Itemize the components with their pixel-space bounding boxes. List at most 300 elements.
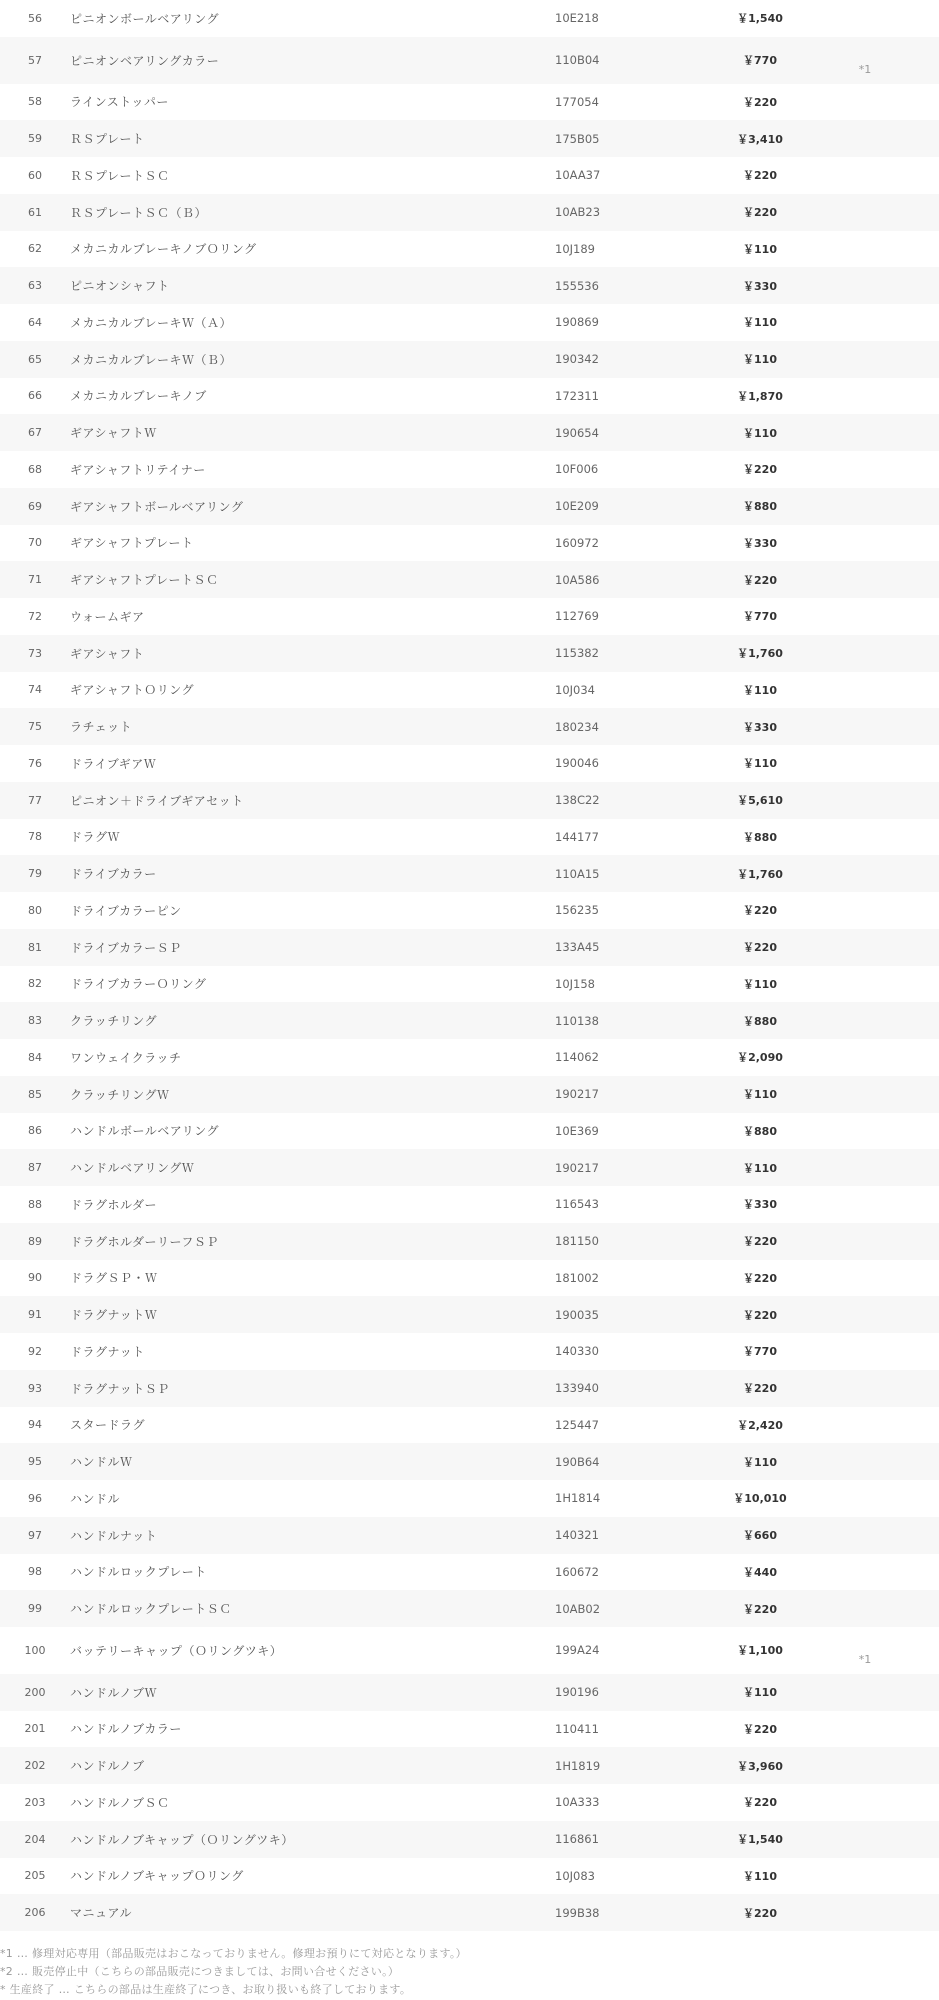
part-code: 10AA37: [555, 168, 601, 183]
part-note: [825, 1886, 905, 1894]
table-row: [0, 1223, 939, 1260]
table-row: [0, 194, 939, 231]
table-row: [0, 1480, 939, 1517]
part-price: ￥220: [743, 904, 777, 918]
part-name: ギアシャフトリテイナー: [70, 462, 206, 477]
table-row: [0, 414, 939, 451]
part-code: 10J034: [555, 682, 595, 697]
part-number: 85: [28, 1087, 42, 1101]
part-note: [825, 1776, 905, 1784]
part-number: 90: [28, 1271, 42, 1285]
part-price: ￥220: [743, 1308, 777, 1322]
part-name: ハンドルノブキャップＯリング: [70, 1869, 244, 1884]
part-number: 95: [28, 1455, 42, 1469]
part-code: 180234: [555, 719, 599, 734]
part-number: 68: [28, 462, 42, 476]
part-price: ￥110: [743, 426, 777, 440]
table-row: [0, 1113, 939, 1150]
table-row: [0, 488, 939, 525]
part-price: ￥220: [743, 169, 777, 183]
part-name: ハンドル: [70, 1491, 121, 1506]
table-row: [0, 1443, 939, 1480]
part-code: 133940: [555, 1381, 599, 1396]
table-row: [0, 1517, 939, 1554]
part-number: 91: [28, 1308, 42, 1322]
part-note: [825, 186, 905, 194]
part-name: ウォームギア: [70, 609, 145, 624]
part-note: [825, 1472, 905, 1480]
part-name: ドラグホルダー: [70, 1197, 158, 1212]
table-row: [0, 966, 939, 1003]
part-note: [825, 1215, 905, 1223]
part-name: ハンドルノブカラー: [70, 1722, 182, 1737]
part-code: 10A586: [555, 572, 600, 587]
part-note: [825, 1435, 905, 1443]
part-code: 10AB02: [555, 1601, 601, 1616]
part-note: [825, 994, 905, 1002]
part-price: ￥2,420: [737, 1418, 783, 1432]
part-number: 65: [28, 352, 42, 366]
part-code: 155536: [555, 278, 599, 293]
part-number: 204: [24, 1832, 46, 1846]
table-row: [0, 819, 939, 856]
part-price: ￥3,410: [737, 132, 783, 146]
part-note: [825, 1739, 905, 1747]
table-row: [0, 892, 939, 929]
part-number: 72: [28, 609, 42, 623]
part-price: ￥110: [743, 1455, 777, 1469]
part-code: 10E209: [555, 499, 599, 514]
part-number: 78: [28, 830, 42, 844]
table-row: [0, 304, 939, 341]
part-name: ラインストッパー: [70, 95, 169, 110]
table-row: [0, 598, 939, 635]
footnote: *2 … 販売停止中（こちらの部品販売につきましては、お問い合せください。）: [0, 1965, 400, 1978]
part-price: ￥110: [743, 683, 777, 697]
part-name: ドラグＷ: [70, 830, 121, 845]
part-price: ￥220: [743, 1382, 777, 1396]
part-number: 98: [28, 1565, 42, 1579]
part-name: ハンドルベアリングＷ: [70, 1161, 195, 1176]
table-row: [0, 1784, 939, 1821]
part-number: 83: [28, 1014, 42, 1028]
part-name: ギアシャフトＷ: [70, 426, 157, 441]
part-code: 190342: [555, 352, 599, 367]
part-code: 138C22: [555, 793, 600, 808]
part-price: ￥110: [743, 1088, 777, 1102]
part-price: ￥220: [743, 1271, 777, 1285]
part-price: ￥660: [743, 1529, 777, 1543]
table-row: [0, 672, 939, 709]
part-name: ドラグナット: [70, 1344, 145, 1359]
part-number: 97: [28, 1528, 42, 1542]
footnote: *1 … 修理対応専用（部品販売はおこなっておりません。修理お預りにて対応となります。）: [0, 1947, 467, 1960]
part-price: ￥110: [743, 1869, 777, 1883]
part-note: [825, 1399, 905, 1407]
part-price: ￥880: [743, 830, 777, 844]
part-code: 10A333: [555, 1795, 600, 1810]
part-note: [825, 223, 905, 231]
part-name: ドライブカラー: [70, 867, 157, 882]
part-note: [825, 480, 905, 488]
part-number: 206: [24, 1906, 46, 1920]
part-number: 89: [28, 1234, 42, 1248]
part-price: ￥1,540: [737, 1833, 783, 1847]
part-name: ハンドルナット: [70, 1528, 158, 1543]
part-note: [825, 1141, 905, 1149]
part-price: ￥330: [743, 720, 777, 734]
part-price: ￥3,960: [737, 1759, 783, 1773]
part-name: ＲＳプレートＳＣ: [70, 168, 170, 183]
part-code: 115382: [555, 646, 599, 661]
part-name: ドライブカラーＯリング: [70, 977, 207, 992]
part-number: 75: [28, 720, 42, 734]
part-note: [825, 1582, 905, 1590]
footnote: * 生産終了 … こちらの部品は生産終了につき、お取り扱いも終了しております。: [0, 1983, 412, 1996]
part-number: 58: [28, 95, 42, 109]
part-code: 199B38: [555, 1905, 600, 1920]
part-number: 200: [24, 1685, 46, 1699]
part-price: ￥220: [743, 573, 777, 587]
part-number: 71: [28, 573, 42, 587]
part-note: [825, 112, 905, 120]
part-name: ハンドルボールベアリング: [70, 1124, 220, 1139]
part-number: 81: [28, 940, 42, 954]
table-row: [0, 1002, 939, 1039]
part-price: ￥110: [743, 1161, 777, 1175]
part-number: 67: [28, 426, 42, 440]
part-name: ピニオンベアリングカラー: [70, 53, 220, 68]
part-name: メカニカルブレーキＷ（Ａ）: [70, 315, 233, 330]
part-price: ￥1,540: [737, 12, 783, 26]
part-code: 190869: [555, 315, 599, 330]
part-name: クラッチリングＷ: [70, 1087, 170, 1102]
table-row: [0, 782, 939, 819]
part-note: [825, 1813, 905, 1821]
part-name: ギアシャフト: [70, 646, 145, 661]
part-price: ￥110: [743, 242, 777, 256]
part-name: メカニカルブレーキノブ: [70, 389, 207, 404]
part-price: ￥330: [743, 279, 777, 293]
part-note: [825, 627, 905, 635]
part-code: 190217: [555, 1087, 599, 1102]
table-row: [0, 745, 939, 782]
part-price: ￥220: [743, 1602, 777, 1616]
part-code: 10J158: [555, 976, 595, 991]
part-code: 110A15: [555, 866, 600, 881]
part-number: 61: [28, 205, 42, 219]
part-note: [825, 1068, 905, 1076]
part-number: 94: [28, 1418, 42, 1432]
table-row: [0, 341, 939, 378]
part-name: ドライブギアＷ: [70, 756, 157, 771]
part-name: ＲＳプレート: [70, 132, 145, 147]
part-number: 80: [28, 903, 42, 917]
part-price: ￥220: [743, 206, 777, 220]
part-name: スタードラグ: [70, 1418, 146, 1433]
part-number: 88: [28, 1197, 42, 1211]
part-price: ￥880: [743, 500, 777, 514]
part-name: ドライブカラーＳＰ: [70, 940, 182, 955]
table-row: [0, 267, 939, 304]
table-row: [0, 525, 939, 562]
part-number: 92: [28, 1344, 42, 1358]
part-number: 60: [28, 168, 42, 182]
part-price: ￥220: [743, 95, 777, 109]
table-row: [0, 120, 939, 157]
part-note: [825, 884, 905, 892]
table-row: [0, 708, 939, 745]
table-row: [0, 0, 939, 37]
part-price: ￥110: [743, 757, 777, 771]
part-number: 84: [28, 1050, 42, 1064]
part-code: 10J189: [555, 241, 595, 256]
part-name: マニュアル: [70, 1906, 133, 1921]
part-name: ハンドルロックプレートＳＣ: [70, 1602, 232, 1617]
part-note: [825, 921, 905, 929]
table-row: [0, 1407, 939, 1444]
part-code: 110B04: [555, 53, 600, 68]
part-name: ワンウェイクラッチ: [70, 1050, 182, 1065]
part-code: 181002: [555, 1270, 599, 1285]
table-row: [0, 231, 939, 268]
part-code: 181150: [555, 1234, 599, 1249]
part-code: 160972: [555, 535, 599, 550]
part-name: ハンドルノブキャップ（Ｏリングツキ）: [70, 1832, 294, 1847]
part-code: 116861: [555, 1832, 599, 1847]
part-code: 190046: [555, 756, 599, 771]
part-note: [825, 1288, 905, 1296]
table-row: [0, 378, 939, 415]
part-name: ギアシャフトＯリング: [70, 683, 195, 698]
part-note: [825, 847, 905, 855]
part-number: 82: [28, 977, 42, 991]
part-name: ハンドルノブ: [70, 1759, 145, 1774]
part-number: 100: [24, 1643, 46, 1657]
part-name: メカニカルブレーキＷ（Ｂ）: [70, 352, 233, 367]
table-row: [0, 1260, 939, 1297]
part-price: ￥770: [743, 610, 777, 624]
part-note: [825, 333, 905, 341]
part-code: 1H1819: [555, 1758, 601, 1773]
part-name: ハンドルロックプレート: [70, 1565, 207, 1580]
part-price: ￥2,090: [737, 1051, 783, 1065]
part-number: 76: [28, 756, 42, 770]
part-note: [825, 1325, 905, 1333]
table-row: [0, 157, 939, 194]
part-note: [825, 1703, 905, 1711]
part-name: ドラグナットＷ: [70, 1308, 158, 1323]
part-code: 10J083: [555, 1868, 595, 1883]
table-row: [0, 1296, 939, 1333]
part-price: ￥10,010: [733, 1492, 787, 1506]
part-code: 110411: [555, 1721, 599, 1736]
part-name: バッテリーキャップ（Ｏリングツキ）: [70, 1643, 283, 1658]
part-code: 140321: [555, 1528, 599, 1543]
part-code: 133A45: [555, 940, 600, 955]
table-row: [0, 1627, 939, 1674]
part-number: 79: [28, 867, 42, 881]
part-note: [825, 149, 905, 157]
part-code: 125447: [555, 1417, 599, 1432]
part-note: [825, 1105, 905, 1113]
table-row: [0, 1674, 939, 1711]
table-row: [0, 561, 939, 598]
part-code: 1H1814: [555, 1491, 601, 1506]
part-name: ラチェット: [70, 720, 133, 735]
part-price: ￥220: [743, 1796, 777, 1810]
table-row: [0, 451, 939, 488]
part-name: ドライブカラーピン: [70, 903, 182, 918]
part-price: ￥220: [743, 1235, 777, 1249]
part-number: 59: [28, 132, 42, 146]
part-name: クラッチリング: [70, 1014, 158, 1029]
part-name: ピニオンボールベアリング: [70, 11, 220, 26]
part-note: [825, 1362, 905, 1370]
part-price: ￥110: [743, 1686, 777, 1700]
part-number: 93: [28, 1381, 42, 1395]
part-number: 73: [28, 646, 42, 660]
part-note: [825, 517, 905, 525]
part-name: ドラグナットＳＰ: [70, 1381, 170, 1396]
part-number: 62: [28, 242, 42, 256]
part-code: 10E218: [555, 11, 599, 26]
table-row: [0, 1821, 939, 1858]
table-row: [0, 1894, 939, 1931]
part-code: 144177: [555, 829, 599, 844]
part-number: 99: [28, 1602, 42, 1616]
part-price: ￥1,100: [737, 1644, 783, 1658]
part-price: ￥110: [743, 977, 777, 991]
part-note: [825, 1850, 905, 1858]
part-note: *1: [858, 1652, 872, 1666]
part-code: 114062: [555, 1050, 599, 1065]
part-price: ￥220: [743, 941, 777, 955]
part-name: ハンドルノブＷ: [70, 1685, 158, 1700]
part-note: [825, 664, 905, 672]
part-code: 140330: [555, 1344, 599, 1359]
part-note: [825, 259, 905, 267]
part-name: ハンドルノブＳＣ: [70, 1795, 170, 1810]
table-row: [0, 1711, 939, 1748]
part-code: 10E369: [555, 1123, 599, 1138]
part-code: 10F006: [555, 462, 599, 477]
part-name: ＲＳプレートＳＣ（Ｂ）: [70, 205, 208, 220]
part-price: ￥1,760: [737, 647, 783, 661]
part-note: [825, 958, 905, 966]
table-row: [0, 1039, 939, 1076]
part-price: ￥770: [743, 1345, 777, 1359]
part-note: [825, 1178, 905, 1186]
part-note: [825, 1031, 905, 1039]
part-note: [825, 811, 905, 819]
part-note: [825, 1923, 905, 1931]
part-number: 57: [28, 53, 42, 67]
table-row: [0, 855, 939, 892]
part-number: 86: [28, 1124, 42, 1138]
part-name: ドラグホルダーリーフＳＰ: [70, 1234, 219, 1249]
part-price: ￥330: [743, 536, 777, 550]
part-price: ￥220: [743, 463, 777, 477]
part-note: [825, 1546, 905, 1554]
table-row: [0, 1590, 939, 1627]
part-number: 69: [28, 499, 42, 513]
part-note: *1: [858, 62, 872, 76]
part-number: 70: [28, 536, 42, 550]
part-note: [825, 590, 905, 598]
part-price: ￥1,760: [737, 867, 783, 881]
part-note: [825, 700, 905, 708]
part-price: ￥220: [743, 1722, 777, 1736]
part-code: 190196: [555, 1685, 599, 1700]
part-number: 63: [28, 279, 42, 293]
part-number: 87: [28, 1161, 42, 1175]
part-code: 116543: [555, 1197, 599, 1212]
part-price: ￥5,610: [737, 794, 783, 808]
part-name: ピニオンシャフト: [70, 279, 170, 294]
table-row: [0, 1554, 939, 1591]
part-price: ￥330: [743, 1198, 777, 1212]
part-number: 56: [28, 11, 42, 25]
table-row: [0, 1747, 939, 1784]
part-number: 96: [28, 1491, 42, 1505]
part-price: ￥220: [743, 1906, 777, 1920]
part-code: 199A24: [555, 1643, 600, 1658]
part-number: 64: [28, 315, 42, 329]
part-note: [825, 1619, 905, 1627]
part-name: メカニカルブレーキノブＯリング: [70, 242, 257, 257]
table-row: [0, 1858, 939, 1895]
part-note: [825, 553, 905, 561]
part-note: [825, 29, 905, 37]
part-code: 172311: [555, 388, 599, 403]
table-row: [0, 37, 939, 84]
part-code: 160672: [555, 1564, 599, 1579]
table-row: [0, 1333, 939, 1370]
part-price: ￥110: [743, 316, 777, 330]
part-name: ハンドルＷ: [70, 1455, 133, 1470]
table-row: [0, 1186, 939, 1223]
part-number: 203: [24, 1795, 46, 1809]
table-row: [0, 635, 939, 672]
part-number: 205: [24, 1869, 46, 1883]
part-note: [825, 443, 905, 451]
footnotes: [0, 1945, 939, 1999]
part-code: 190035: [555, 1307, 599, 1322]
part-code: 10AB23: [555, 205, 601, 220]
part-number: 202: [24, 1759, 46, 1773]
part-code: 156235: [555, 903, 599, 918]
table-row: [0, 1370, 939, 1407]
part-price: ￥880: [743, 1124, 777, 1138]
table-row: [0, 929, 939, 966]
table-row: [0, 1149, 939, 1186]
part-price: ￥440: [743, 1565, 777, 1579]
part-number: 201: [24, 1722, 46, 1736]
part-note: [825, 296, 905, 304]
part-note: [825, 1252, 905, 1260]
part-price: ￥1,870: [737, 389, 783, 403]
table-row: [0, 1076, 939, 1113]
part-code: 175B05: [555, 131, 600, 146]
part-name: ギアシャフトプレート: [70, 536, 194, 551]
part-name: ピニオン＋ドライブギアセット: [70, 793, 244, 808]
part-code: 110138: [555, 1013, 599, 1028]
part-price: ￥770: [743, 54, 777, 68]
part-note: [825, 370, 905, 378]
part-price: ￥110: [743, 353, 777, 367]
part-note: [825, 1509, 905, 1517]
